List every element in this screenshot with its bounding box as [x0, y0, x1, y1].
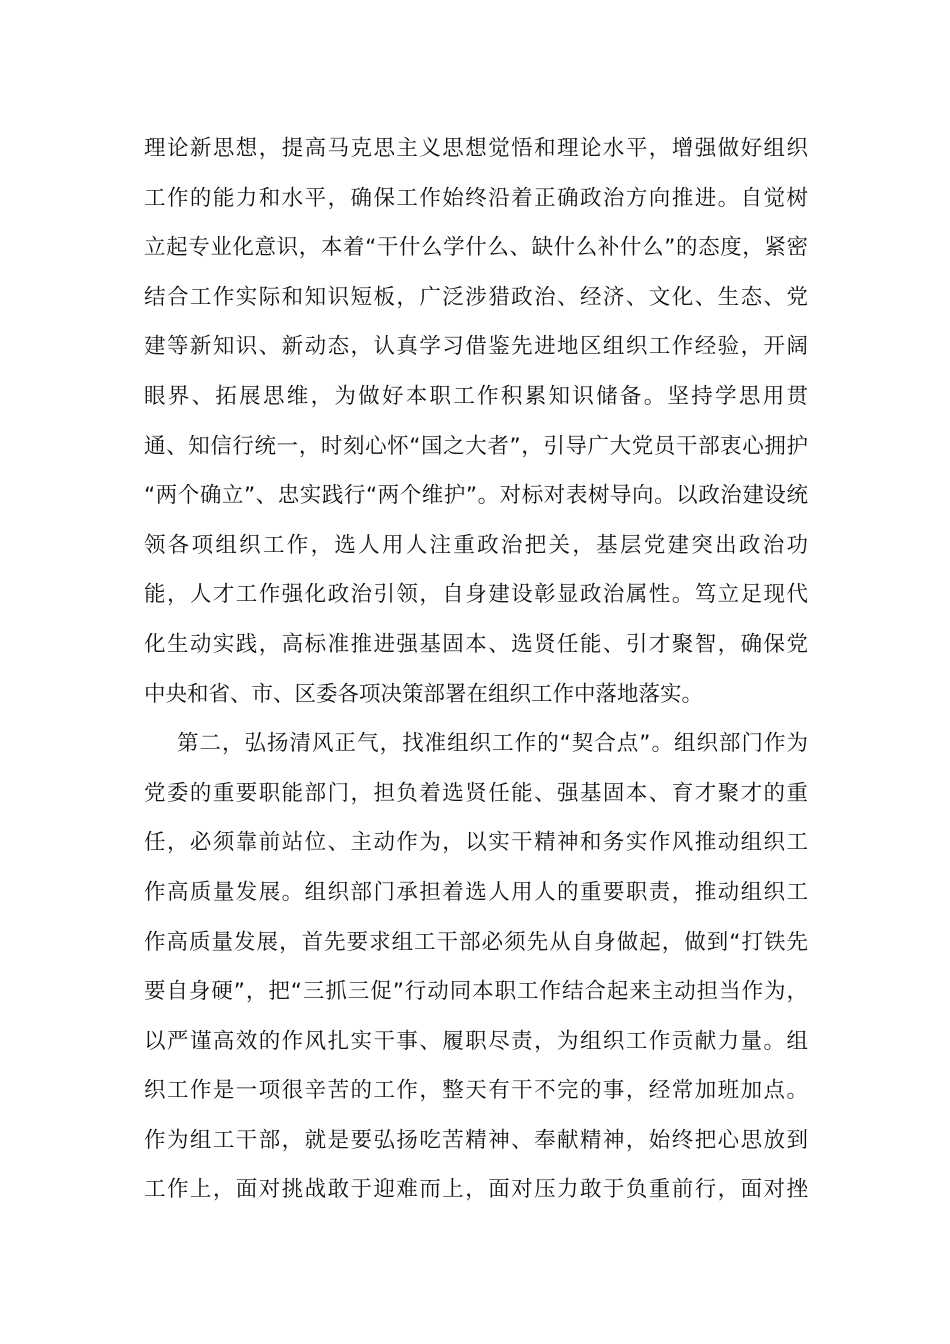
- paragraph-1: [144, 124, 808, 719]
- text-line: 作高质量发展。组织部门承担着选人用人的重要职责，推动组织工: [144, 879, 808, 905]
- paragraph-2: [144, 719, 808, 1215]
- text-line: 要自身硬”，把“三抓三促”行动同本职工作结合起来主动担当作为，: [144, 979, 808, 1005]
- text-line: “两个确立”、忠实践行“两个维护”。对标对表树导向。以政治建设统: [144, 483, 808, 509]
- text-line: 立起专业化意识，本着“干什么学什么、缺什么补什么”的态度，紧密: [144, 235, 808, 261]
- text-line: 工作的能力和水平，确保工作始终沿着正确政治方向推进。自觉树: [144, 185, 808, 211]
- text-line: 领各项组织工作，选人用人注重政治把关，基层党建突出政治功: [144, 532, 808, 558]
- text-line: 任，必须靠前站位、主动作为，以实干精神和务实作风推动组织工: [144, 830, 808, 856]
- text-line: 作为组工干部，就是要弘扬吃苦精神、奉献精神，始终把心思放到: [144, 1127, 808, 1153]
- text-line: 结合工作实际和知识短板，广泛涉猎政治、经济、文化、生态、党: [144, 284, 808, 310]
- text-line: 织工作是一项很辛苦的工作，整天有干不完的事，经常加班加点。: [144, 1078, 808, 1104]
- text-line: 工作上，面对挑战敢于迎难而上，面对压力敢于负重前行，面对挫: [144, 1177, 808, 1203]
- text-line: 第二，弘扬清风正气，找准组织工作的“契合点”。组织部门作为: [177, 731, 808, 757]
- text-line: 建等新知识、新动态，认真学习借鉴先进地区组织工作经验，开阔: [144, 334, 808, 360]
- document-body: [144, 124, 808, 1215]
- text-line: 中央和省、市、区委各项决策部署在组织工作中落地落实。: [144, 681, 704, 707]
- text-line: 能，人才工作强化政治引领，自身建设彰显政治属性。笃立足现代: [144, 582, 808, 608]
- text-line: 通、知信行统一，时刻心怀“国之大者”，引导广大党员干部衷心拥护: [144, 433, 808, 459]
- text-line: 作高质量发展，首先要求组工干部必须先从自身做起，做到“打铁先: [144, 929, 808, 955]
- text-line: 化生动实践，高标准推进强基固本、选贤任能、引才聚智，确保党: [144, 631, 808, 657]
- text-line: 党委的重要职能部门，担负着选贤任能、强基固本、育才聚才的重: [144, 780, 808, 806]
- text-line: 理论新思想，提高马克思主义思想觉悟和理论水平，增强做好组织: [144, 136, 808, 161]
- text-line: 眼界、拓展思维，为做好本职工作积累知识储备。坚持学思用贯: [144, 383, 808, 409]
- text-line: 以严谨高效的作风扎实干事、履职尽责，为组织工作贡献力量。组: [144, 1028, 808, 1054]
